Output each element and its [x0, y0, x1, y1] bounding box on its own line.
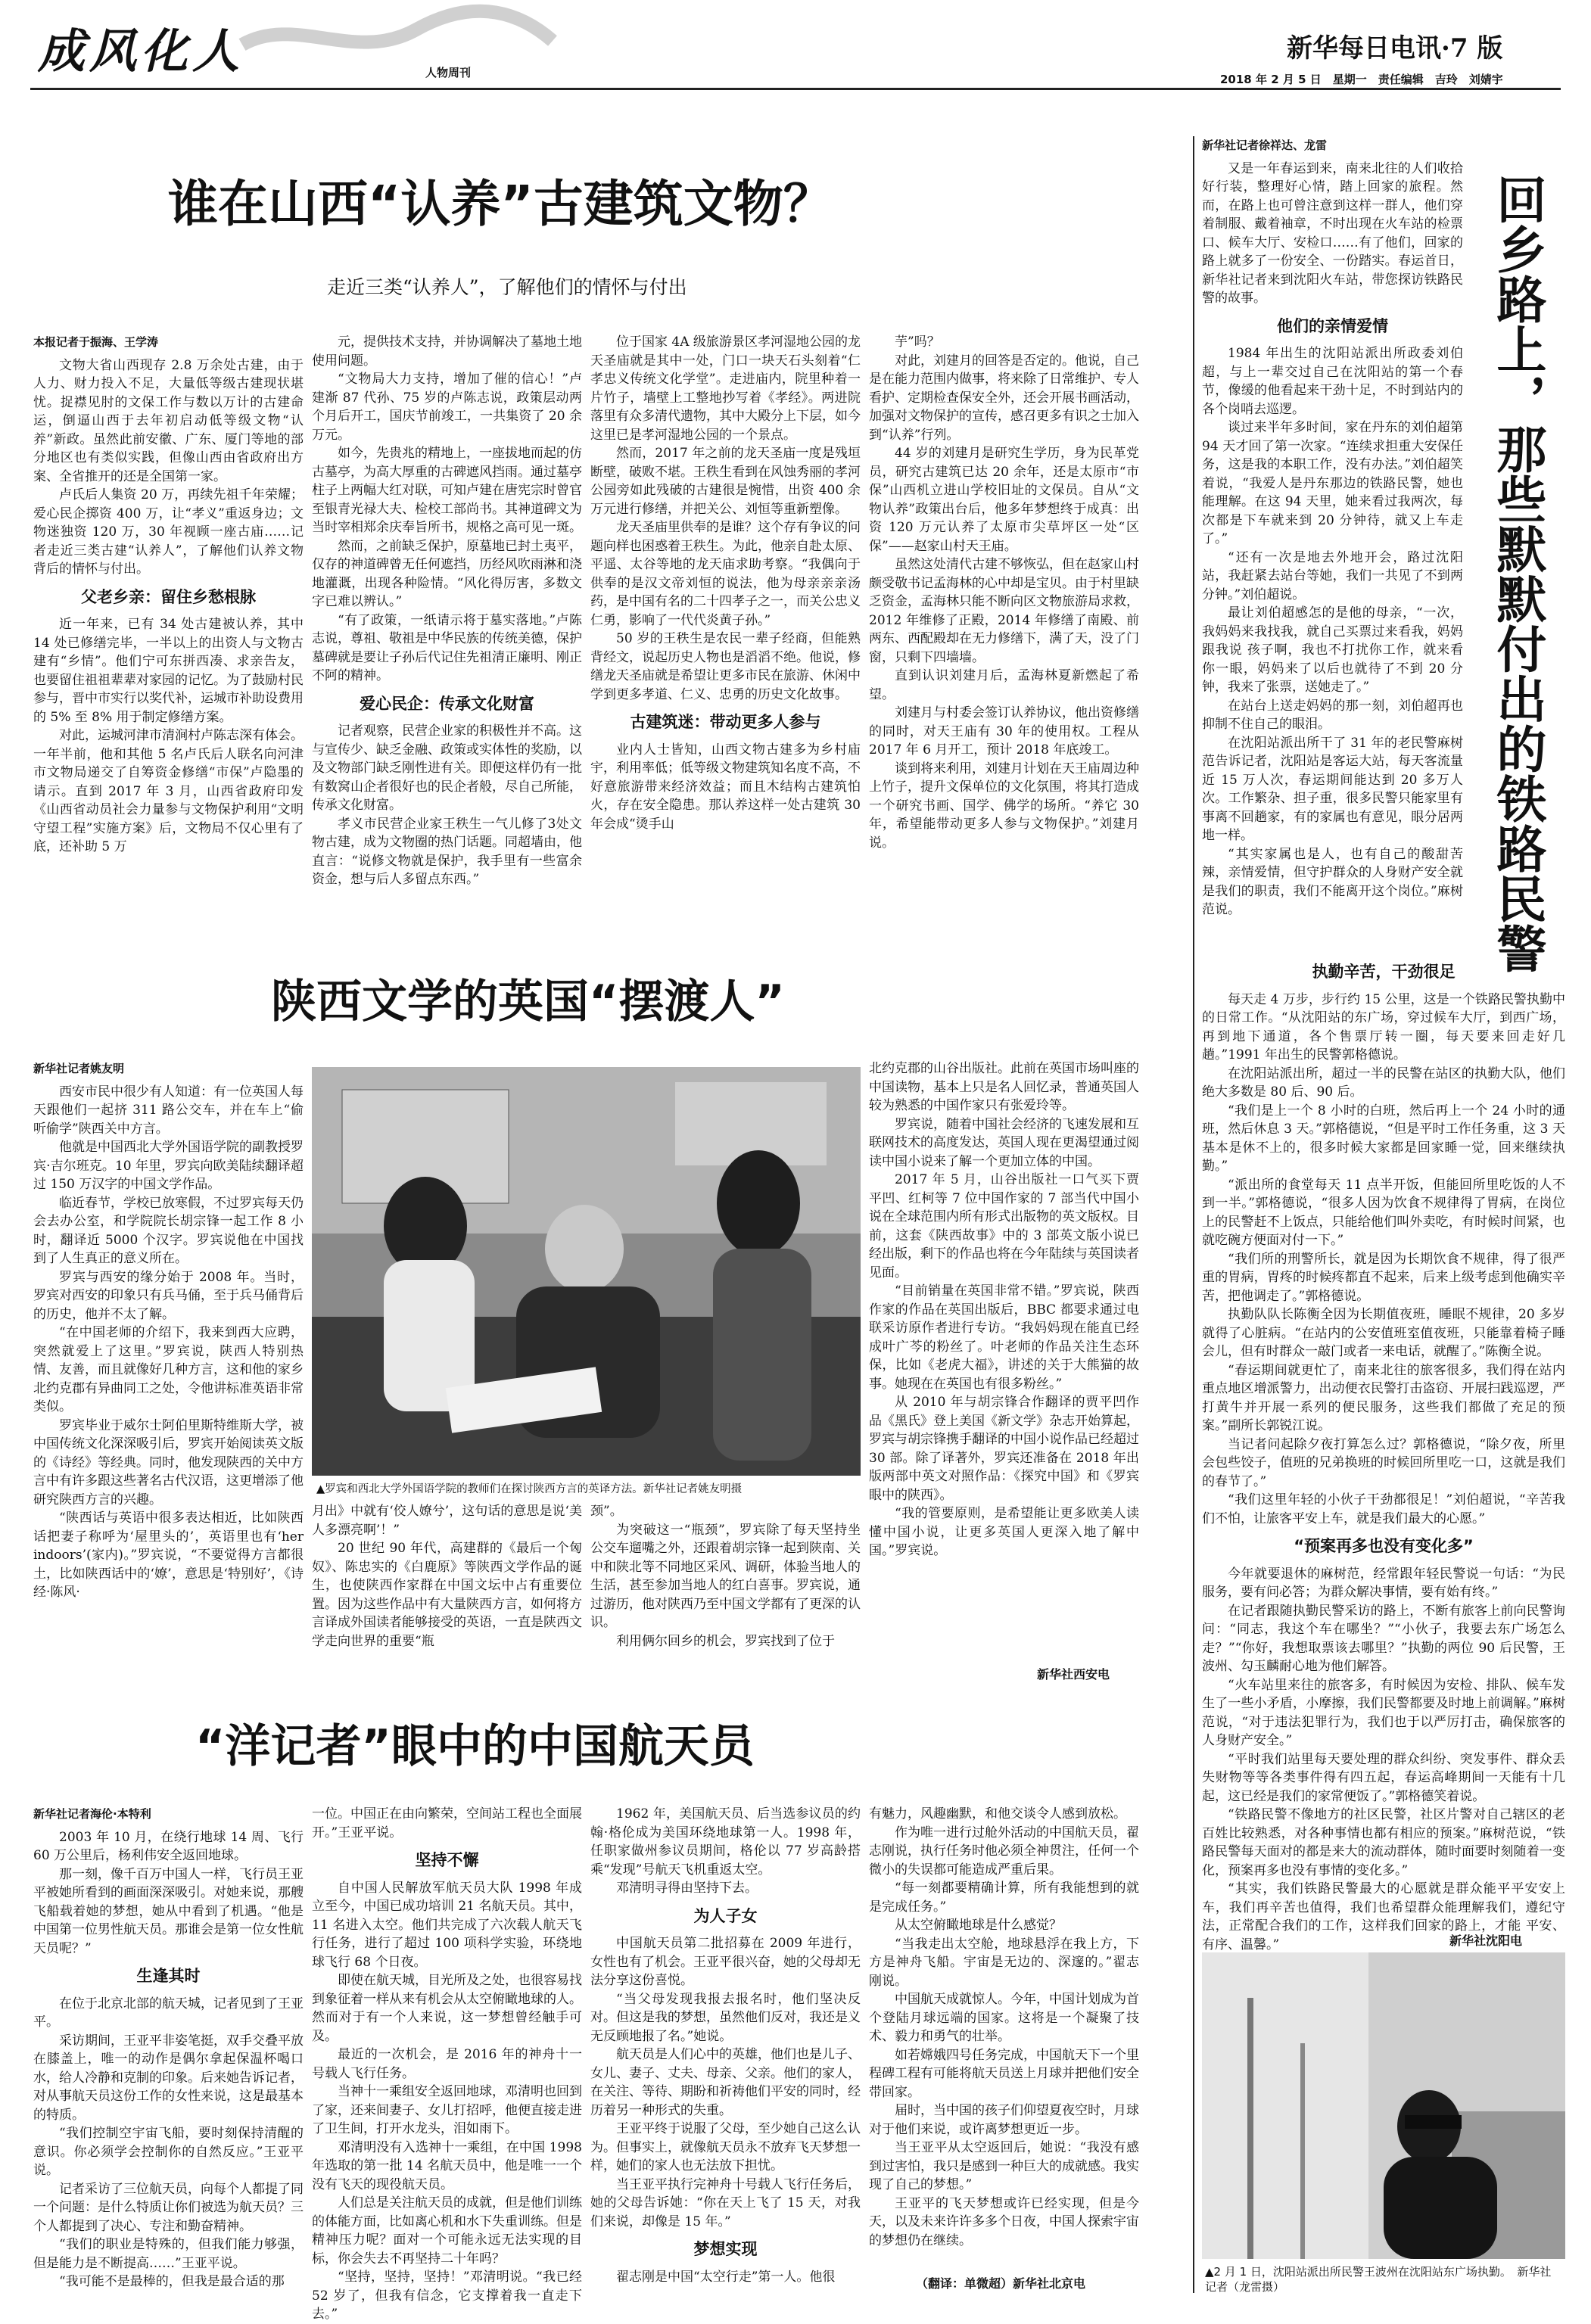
paragraph: 对此，刘建月的回答是否定的。他说，自己是在能力范围内做事，将来除了日常维护、专人看护、定期检查保安全外，还会开展书画活动，加强对文物保护的宣传，感召更多有识之士加入到“认养”行列。 — [869, 353, 1139, 443]
paragraph: 罗宾说，随着中国社会经济的飞速发展和互联网技术的高度发达，英国人现在更渴望通过阅读中国小说来了解一个更加立体的中国。 — [869, 1116, 1139, 1169]
paragraph: “我们这里年轻的小伙子干劲都很足！”刘伯超说，“辛苦我们不怕，让旅客平安上车，就是我们最大的心愿。” — [1202, 1492, 1565, 1526]
paragraph: 有魅力，风趣幽默，和他交谈令人感到放松。 — [869, 1806, 1126, 1822]
paragraph: “我们所的刑警所长，就是因为长期饮食不规律，得了很严重的胃病，胃疼的时候疼都直不起来，后来上级考虑到他确实辛苦，把他调走了。”郭格德说。 — [1202, 1251, 1565, 1304]
paragraph: 位于国家 4A 级旅游景区孝河湿地公园的龙天圣庙就是其中一处，门口一块天石头刻着“仁孝忠义传统文化学堂”。走进庙内，院里种着一片竹子，墙壁上工整地抄写着《孝经》。两进院落里有众多清代遗物，其中大殿分上下层，如今这里已是孝河湿地公园的一个景点。 — [590, 334, 861, 443]
column — [312, 1502, 582, 1688]
photo-illustration — [1202, 1952, 1565, 2259]
paragraph: 文物大省山西现存 2.8 万余处古建，由于人力、财力投入不足，大量低等级古建现状堪忧。捉襟见肘的文保工作与数以万计的古建命运，倒逼山西于去年初启动低等级文物“认养”新政。虽然此前安徽、广东、厦门等地的部分地区也有类似实践，但像山西由省政府出方案、全省推开的还是全国第一家。 — [33, 357, 304, 484]
date-line: 2018 年 2 月 5 日 星期一 责任编辑 吉玲 刘婧宇 — [1220, 73, 1503, 86]
section-heading: 执勤辛苦，干劲很足 — [1312, 963, 1456, 981]
paragraph: 最让刘伯超感怎的是他的母亲，“一次，我妈妈来我找我，就自己买票过来看我，妈妈跟我说 孩子啊，我也不打扰你工作，就来看你一眼，妈妈来了以后也就待了不到 20 分钟，我来了张票，送她走了。” — [1202, 605, 1463, 695]
paragraph: 罗宾毕业于威尔士阿伯里斯特维斯大学，被中国传统文化深深吸引后，罗宾开始阅读英文版的《诗经》等经典。同时，他发现陕西的关中方言中有许多跟这些著名古代汉语，这更增添了他研究陕西方言的兴趣。 — [33, 1417, 304, 1507]
section-heading: “预案再多也没有变化多” — [1294, 1537, 1474, 1555]
byline: 新华社记者徐祥达、龙雷 — [1202, 138, 1328, 152]
paragraph: “平时我们站里每天要处理的群众纠纷、突发事件、群众丢失财物等等各类事件得有四五起，春运高峰期间一天能有十几起，这已经是我们的家常便饭了。”郭格德笑着说。 — [1202, 1751, 1565, 1804]
paragraph: 从太空俯瞰地球是什么感觉？ — [895, 1918, 1062, 1933]
paragraph: “当父母发现我报去报名时，他们坚决反对。但这是我的梦想，虽然他们反对，我还是义无反顾地报了名。”她说。 — [590, 1991, 861, 2044]
brand-logo: 成风化人 — [38, 23, 244, 79]
column — [33, 333, 304, 912]
column-divider — [1193, 136, 1194, 2293]
paragraph: “还有一次是地去外地开会，路过沈阳站，我赶紧去站台等她，我们一共见了不到两分钟。”刘伯超说。 — [1202, 549, 1463, 602]
paragraph: 谈过来半年多时间，家在丹东的刘伯超第 94 天才回了第一次家。“连续求担重大安保任务，这是我的本职工作，没有办法。”刘伯超笑着说，“我爱人是丹东那边的铁路民警，她也能理解。在这 94 天里，她来看过我两次，每次都是下车就来到 20 分钟待，就又上车走了。” — [1202, 420, 1463, 546]
paragraph: 每天走 4 万步，步行约 15 公里，这是一个铁路民警执勤中的日常工作。“从沈阳站的东广场，穿过候车大厅，到西广场，再到地下通道，各个售票厅转一圈，每天要来回走好几趟。”1991 年出生的民警郭格德说。 — [1202, 991, 1565, 1062]
brand-subtitle: 人物周刊 — [425, 66, 472, 79]
paragraph: 刘建月与村委会签订认养协议，他出资修缮的同时，对天王庙有 30 年的使用权。工程从 2017 年 6 月开工，预计 2018 年底竣工。 — [869, 705, 1139, 758]
column — [869, 1805, 1139, 2270]
paragraph: “当我走出太空舱，地球悬浮在我上方，下方是神舟飞船。宇宙是无边的、深邃的。”翟志刚说。 — [869, 1936, 1139, 1989]
paragraph: 对此，运城河津市清涧村卢陈志深有体会。一年半前，他和其他 5 名卢氏后人联名向河津市文物局递交了自筹资金修缮“市保”卢隐墨的请示。直到 2017 年 3 月，山西省政府印发《山西省动员社会力量参与文物保护利用“文明守望工程”实施方案》后，文物局不仅心里有了底，还补助 5 万 — [33, 728, 304, 854]
article-subtitle: 走近三类“认养人”，了解他们的情怀与付出 — [327, 276, 687, 298]
paragraph: 王亚平的飞天梦想或许已经实现，但是今天，以及未来许许多多个日夜，中国人探索宇宙的梦想仍在继续。 — [869, 2195, 1139, 2248]
dateline: 新华社西安电 — [1037, 1667, 1110, 1682]
paragraph: “派出所的食堂每天 11 点半开饭，但能回所里吃饭的人不到一半。”郭格德说，“很多人因为饮食不规律得了胃病，在岗位上的民警赶不上饭点，只能给他们叫外卖吃，有时候时间紧，也就吃碗方便面对付一下。” — [1202, 1177, 1565, 1248]
column — [590, 1502, 861, 1688]
paragraph: “铁路民警不像地方的社区民警，社区片警对自己辖区的老百姓比较熟悉，对各种事情也都有相应的预案。”麻树范说，“铁路民警每天面对的都是来大的流动群体，随时面要时刻随着一变化，预案再多也没有事情的变化多。” — [1202, 1807, 1565, 1878]
paragraph: “目前销量在英国非常不错。”罗宾说，陕西作家的作品在英国出版后，BBC 都要求通过电联采访原作者进行专访。“我妈妈现在能直已经成叶广芩的粉丝了。叶老师的作品关注生态环保，比如《老虎大福》，讲述的关于大熊猫的故事。她现在在英国也有很多粉丝。” — [869, 1283, 1139, 1392]
photo-caption: ▲2 月 1 日，沈阳站派出所民警王波州在沈阳站东广场执勤。 新华社记者（龙雷摄） — [1205, 2265, 1552, 2294]
paragraph: 谈到将来利用，刘建月计划在天王庙周边种上竹子，提升文保单位的文化氛围，将其打造成一个研究书画、国学、佛学的场所。“养它 30 年，希望能带动更多人参与文物保护。”刘建月说。 — [869, 761, 1139, 851]
paragraph: 孝义市民营企业家王秩生一气儿修了3处文物古建，成为文物圈的热门话题。同超墙由，他直言：“说修文物就是保护，我手里有一些富余资金，想与后人多留点东西。” — [312, 816, 582, 887]
paragraph: 近一年来，已有 34 处古建被认养，其中 14 处已修缮完毕，一半以上的出资人与文物古建有“乡情”。他们宁可东拼西凑、求亲告友，也要留住祖祖辈辈对家园的记忆。为了鼓励村民参与，晋中市实行以奖代补，运城市补助设费用的 5% 至 8% 用于制定修缮方案。 — [33, 617, 304, 725]
paragraph: “我的管要原则，是希望能让更多欧美人读懂中国小说，让更多英国人更深入地了解中国。”罗宾说。 — [869, 1506, 1139, 1558]
paragraph: 即使在航天城，目光所及之处，也很容易找到象征着一样从来有机会从太空俯瞰地球的人。然而对于有一个人来说，这一梦想曾经触手可及。 — [312, 1973, 582, 2044]
paragraph: 又是一年春运到来，南来北往的人们收拾好行装，整理好心情，踏上回家的旅程。然而，在路上也可曾注意到这样一群人，他们穿着制服、戴着袖章，不时出现在火车站的检票口、候车大厅、安检口……有了他们，回家的路上就多了一份安全、一份踏实。春运首日，新华社记者来到沈阳火车站，带您探访铁路民警的故事。 — [1202, 160, 1463, 306]
paragraph: “坚持，坚持，坚持！”邓清明说。“我已经 52 岁了，但我有信念，它支撑着我一直走下去。” — [312, 2270, 582, 2322]
paragraph: 在沈阳站派出所干了 31 年的老民警麻树范告诉记者，沈阳站是客运大站，每天客流量近 15 万人次，春运期间能达到 20 多万人次。工作繁杂、担子重，很多民警只能家里有事离不回趟家，有的家属也有意见，眼分居两地一样。 — [1202, 735, 1463, 843]
section-heading: 梦想实现 — [693, 2240, 758, 2258]
byline: 新华社记者海伦·本特利 — [33, 1807, 151, 1821]
article-title: “洋记者”眼中的中国航天员 — [195, 1720, 755, 1773]
column — [312, 1805, 582, 2322]
paragraph: 芋”吗？ — [895, 334, 940, 350]
paragraph: 最近的一次机会，是 2016 年的神舟十一号载人飞行任务。 — [312, 2047, 582, 2081]
paragraph: 利用俩尔回乡的机会，罗宾找到了位于 — [616, 1633, 835, 1649]
paragraph: 1962 年，美国航天员、后当选参议员的约翰·格伦成为美国环绕地球第一人。1998 年，任职家做州参议员期间，格伦以 77 岁高龄搭乘“发现”号航天飞机重返太空。 — [590, 1806, 861, 1878]
paragraph: “其实，我们铁路民警最大的心愿就是群众能平平安安上车，我们再辛苦也值得，我们也希望群众能理解我们，遵纪守法，正常配合我们的工作，这样我们回家的路上，才能 平安、有序、温馨。” — [1202, 1881, 1565, 1952]
paragraph: 西安市民中很少有人知道：有一位英国人每天跟他们一起挤 311 路公交车，并在车上“偷听偷学”陕西关中方言。 — [33, 1084, 304, 1137]
column — [590, 333, 861, 912]
paragraph: 龙天圣庙里供奉的是谁？这个存有争议的问题向样也困惑着王秩生。为此，他亲自赴太原、平遥、太谷等地的龙天庙求助考察。“我偶向于供奉的是汉文帝刘恒的说法，他为母亲亲亲汤药，是中国有名的二十四孝子之一，而关公忠义仁勇，影响了一代代炎黄子孙。” — [590, 520, 861, 628]
section-heading: 为人子女 — [693, 1906, 758, 1925]
paragraph: 当记者问起除夕夜打算怎么过？郭格德说，“除夕夜，所里会包些饺子，值班的兄弟换班的时候回所里吃一口，这就是我们的春节了。” — [1202, 1436, 1565, 1489]
photo-illustration — [312, 1067, 861, 1476]
paragraph: 44 岁的刘建月是研究生学历，身为民革党员，研究古建筑已达 20 余年，还是太原市“市保”山西机立进山学校旧址的文保员。自从“文物认养”政策出台后，他多年梦想终于成真：出资 120 万元认养了太原市尖草坪区一处“区保”——赵家山村天王庙。 — [869, 446, 1139, 554]
paragraph: “在中国老师的介绍下，我来到西大应聘，突然就爱上了这里。”罗宾说，陕西人特别热情、友善，而且就像好几种方言，这和他的家乡北约克郡有异曲同工之处，令他讲标准英语非常类似。 — [33, 1325, 304, 1414]
paragraph: 今年就要退休的麻树范，经常跟年轻民警说一句话：“为民服务，要有问必答；为群众解决事情，要有始有终。” — [1202, 1566, 1565, 1600]
paragraph: 2017 年 5 月，山谷出版社一口气买下贾平凹、红柯等 7 位中国作家的 7 部当代中国小说在全球范围内所有形式出版物的英文版权。目前，这套《陕西故事》中的 3 部英文版小说已经出版，剩下的作品也将在今年陆续与英国读者见面。 — [869, 1172, 1139, 1280]
paragraph: 直到认识刘建月后，孟海林夏新燃起了希望。 — [869, 668, 1139, 702]
paragraph: 1984 年出生的沈阳站派出所政委刘伯超，与上一辈交过自己在沈阳站的第一个春节，像缓的他看起来干劲十足，不时到站内的各个岗哨去巡逻。 — [1202, 346, 1463, 417]
paragraph: 为突破这一“瓶颈”，罗宾除了每天坚持坐公交车遛嘴之外，还跟着胡宗锋一起到陕南、关中和陕北等不同地区采风、调研，体验当地人的生活，甚至参加当地人的红白喜事。罗宾说，通过游历，他对陕西乃至中国文学都有了更深的认识。 — [590, 1522, 861, 1630]
section-heading: 生逢其时 — [136, 1967, 201, 1985]
paragraph: 记者采访了三位航天员，向每个人都提了同一个问题：是什么特质让你们被选为航天员？三个人都提到了决心、专注和勤奋精神。 — [33, 2181, 304, 2234]
column — [1202, 136, 1463, 938]
paragraph: 邓清明没有入选神十一乘组，在中国 1998 年选取的第一批 14 名航天员中，他是唯一一个没有飞天的现役航天员。 — [312, 2139, 582, 2192]
paragraph: 他就是中国西北大学外国语学院的副教授罗宾·吉尔班克。10 年里，罗宾向欧美陆续翻译超过 150 万汉字的中国文学作品。 — [33, 1140, 304, 1192]
paragraph: 在沈阳站派出所，超过一半的民警在站区的执勤大队，他们绝大多数是 80 后、90 后。 — [1202, 1066, 1565, 1100]
paragraph: 翟志刚是中国“太空行走”第一人。他很 — [616, 2269, 836, 2285]
byline: 新华社记者姚友明 — [33, 1062, 125, 1075]
column — [33, 1805, 304, 2289]
section-heading: 他们的亲情爱情 — [1277, 316, 1388, 335]
paragraph: 虽然这处清代古建不够恢弘，但在赵家山村颇受敬书记孟海林的心中却是宝贝。由于村里缺乏资金，孟海林只能不断向区文物旅游局求救，2012 年维修了正殿，2014 年修缮了南殿、前两东、西配殿却在无力修缮下，满了天，没了门窗，只剩下四墙墙。 — [869, 557, 1139, 665]
paragraph: 从 2010 年与胡宗锋合作翻译的贾平凹作品《黑氏》登上美国《新文学》杂志开始算起，罗宾与胡宗锋携手翻译的中国小说作品已经超过 30 部。除了译著外，罗宾还准备在 2018 年出版两部中英文对照作品：《探究中国》和《罗宾眼中的陕西》。 — [869, 1395, 1139, 1503]
photo-caption: ▲罗宾和西北大学外国语学院的教师们在探讨陕西方言的英译方法。新华社记者姚友明摄 — [316, 1483, 743, 1495]
paragraph: 颈”。 — [590, 1504, 623, 1519]
paragraph: 卢氏后人集资 20 万，再续先祖千年荣耀；爱心民企掷资 400 万，让“孝义”重返身边；文物迷独资 120 万，30 年视顾一座古庙……记者走近三类古建“认养人”，了解他们认养文物背后的情怀与付出。 — [33, 487, 304, 577]
paragraph: 届时，当中国的孩子们仰望夏夜空时，月球对于他们来说，或许离梦想更近一步。 — [869, 2103, 1139, 2137]
paragraph: “文物局大力支持，增加了催的信心！”卢建渐 87 代孙、75 岁的卢陈志说，政策层动两个月后开工，国庆节前竣工，一共集资了 20 余万元。 — [312, 372, 582, 443]
paragraph: 临近春节，学校已放寒假，不过罗宾每天仍会去办公室，和学院院长胡宗锋一起工作 8 小时，翻译近 5000 个汉字。罗宾说他在中国找到了人生真正的意义所在。 — [33, 1195, 304, 1266]
page-number: 新华每日电讯·7 版 — [1287, 33, 1503, 64]
paragraph: 在站台上送走妈妈的那一刻，刘伯超再也抑制不住自己的眼泪。 — [1202, 698, 1463, 732]
paragraph: 航天员是人们心中的英雄，他们也是儿子、女儿、妻子、丈夫、母亲、父亲。他们的家人，在关注、等待、期盼和祈祷他们平安的同时，经历着另一种形式的失重。 — [590, 2047, 861, 2118]
paragraph: 月出》中就有‘佼人嫽兮’，这句话的意思是说‘美人多漂亮啊’！” — [312, 1504, 582, 1538]
paragraph: 罗宾与西安的缘分始于 2008 年。当时，罗宾对西安的印象只有兵马俑，至于兵马俑背后的历史，他并不太了解。 — [33, 1269, 304, 1322]
paragraph: “有了政策，一纸请示将于墓实落地。”卢陈志说，尊祖、敬祖是中华民族的传统美德，保护墓碑就是要让子孙后代记住先祖清正廉明、刚正不阿的精神。 — [312, 612, 582, 683]
paragraph: “陕西话与英语中很多表达相近，比如陕西话把妻子称呼为‘屋里头的’，英语里也有‘her indoors’(家内)。”罗宾说，“不要觉得方言都很土，比如陕西话中的‘嫽’，意思是‘特别好’，《诗经·陈风· — [33, 1510, 304, 1600]
paragraph: “每一刻都要精确计算，所有我能想到的就是完成任务。” — [869, 1881, 1139, 1915]
paragraph: 一位。中国正在由向繁荣，空间站工程也全面展开。”王亚平说。 — [312, 1806, 582, 1840]
paragraph: 元，提供技术支持，并协调解决了墓地土地使用问题。 — [312, 334, 582, 369]
paragraph: 在位于北京北部的航天城，记者见到了王亚平。 — [33, 1996, 304, 2030]
paragraph: 如若嫦娥四号任务完成，中国航天下一个里程碑工程有可能将航天员送上月球并把他们安全带回家。 — [869, 2047, 1139, 2100]
column — [869, 1059, 1139, 1665]
paragraph: 作为唯一进行过舱外活动的中国航天员，翟志刚说，执行任务时他必须全神贯注，任何一个微小的失误都可能造成严重后果。 — [869, 1825, 1139, 1878]
section-heading: 古建筑迷：带动更多人参与 — [630, 713, 821, 731]
paragraph: 采访期间，王亚平非姿笔挺，双手交叠平放在膝盖上，唯一的动作是偶尔拿起保温杯喝口水，给人冷静和克制的印象。后来她告诉记者，对从事航天员这份工作的女性来说，这是最基本的特质。 — [33, 2033, 304, 2123]
paragraph: 自中国人民解放军航天员大队 1998 年成立至今，中国已成功培训 21 名航天员。其中，11 名进入太空。他们共完成了六次载人航天飞行任务，进行了超过 100 项科学实验，环绕地球飞行 68 个日夜。 — [312, 1880, 582, 1970]
brand-ribbon-icon — [235, 11, 560, 64]
paragraph: “火车站里来往的旅客多，有时候因为安检、排队、候车发生了一些小矛盾，小摩擦，我们民警都要及时地上前调解。”麻树范说，“对于违法犯罪行为，我们也于以严厉打击，确保旅客的人身财产安全。” — [1202, 1677, 1565, 1748]
paragraph: “春运期间就更忙了，南来北往的旅客很多，我们得在站内重点地区增派警力，出动便衣民警打击盗窃、开展扫践巡逻，严打黄牛并开展一系列的便民服务，这些我们都做了充足的预案。”副所长郭锐江说。 — [1202, 1362, 1565, 1433]
column — [590, 1805, 861, 2289]
paragraph: 那一刻，像千百万中国人一样，飞行员王亚平被她所看到的画面深深吸引。对她来说，那艘飞船载着她的梦想，她从中看到了机遇。“他是中国第一位男性航天员。那谁会是第一位女性航天员呢？” — [33, 1866, 304, 1956]
paragraph: 然而，2017 年之前的龙天圣庙一度是残垣断壁，破败不堪。王秩生看到在风蚀秀丽的孝河公园旁如此残破的古建很是惋惜，出资 400 余万元进行修缮，并把关公、刘恒等重新塑像。 — [590, 446, 861, 517]
paragraph: 中国航天员第二批招募在 2009 年进行，女性也有了机会。王亚平很兴奋，她的父母却无法分享这份喜悦。 — [590, 1936, 861, 1988]
paragraph: 业内人士皆知，山西文物古建多为乡村庙宇，利用率低；低等级文物建筑知名度不高，不好意旅游带来经济效益；而且木结构古建筑怕火，存在安全隐患。那认养这样一处古建筑 30 年会成“烫手山 — [590, 742, 861, 832]
paragraph: 在记者跟随执勤民警采访的路上，不断有旅客上前向民警询问：“同志，我这个车在哪坐？”“小伙子，我要去东广场怎么走？”“你好，我想取票该去哪里？”执勤的两位 90 后民警，王波州、勾玉麟耐心地为他们解答。 — [1202, 1603, 1565, 1674]
paragraph: 然而，之前缺乏保护，原墓地已封土夷平，仅存的神道碑曾无任何遮挡，历经风吹雨淋和浇地灌溉，出现各种险情。“风化得厉害，多数文字已难以辨认。” — [312, 538, 582, 609]
paragraph: 王亚平终于说服了父母，至少她自己这么认为。但事实上，就像航天员永不放弃飞天梦想一样，她们的家人也无法放下担忧。 — [590, 2121, 861, 2173]
column — [33, 1059, 304, 1688]
paragraph: 当王亚平执行完神舟十号载人飞行任务后，她的父母告诉她：“你在天上飞了 15 天，对我们来说，却像是 15 年。” — [590, 2176, 861, 2229]
paragraph: 记者观察，民营企业家的积极性并不高。这与宣传少、缺乏金融、政策或实体性的奖励，以及文物部门缺乏刚性进有关。即便这样仍有一批有数窝山企者很好也的民企者般，尽自己所能，传承文化财富。 — [312, 723, 582, 813]
paragraph: “其实家属也是人，也有自己的酸甜苦辣，亲情爱情，但守护群众的人身财产安全就是我们的职责，我们不能离开这个岗位。”麻树范说。 — [1202, 846, 1463, 917]
paragraph: “我们控制空宇宙飞船，要时刻保持清醒的意识。你必须学会控制你的自然反应。”王亚平说。 — [33, 2126, 304, 2178]
article-title: 谁在山西“认养”古建筑文物？ — [168, 175, 833, 233]
paragraph: “我们是上一个 8 小时的白班，然后再上一个 24 小时的通班，然后休息 3 天。”郭格德说，“但是平时工作任务重，这 3 天基本是休不上的，很多时候大家都是回家睡一觉，回来继续执勤。” — [1202, 1103, 1565, 1174]
dateline: （翻译：单微超）新华社北京电 — [916, 2276, 1086, 2291]
paragraph: 人们总是关注航天员的成就，但是他们训练的体能方面，比如离心机和水下失重训练。但是精神压力呢？面对一个可能永远无法实现的目标，你会失去不再坚持二十年吗？ — [312, 2195, 582, 2266]
paragraph: “我可能不是最棒的，但我是最合适的那 — [59, 2274, 285, 2289]
article-title: 陕西文学的英国“摆渡人” — [271, 975, 785, 1028]
section-heading: 父老乡亲：留住乡愁根脉 — [81, 587, 256, 606]
paragraph: 2003 年 10 月，在绕行地球 14 周、飞行 60 万公里后，杨利伟安全返回地球。 — [33, 1829, 304, 1863]
paragraph: 邓清明寻得由坚持下去。 — [616, 1881, 758, 1896]
section-heading: 爱心民企：传承文化财富 — [360, 694, 534, 713]
paragraph: 当神十一乘组安全返回地球，邓清明也回到了家，还来间妻子、女儿打招呼，他便直接走进了卫生间，打开水龙头，泪如雨下。 — [312, 2084, 582, 2136]
paragraph: 当王亚平从太空返回后，她说：“我没有感到过害怕，我只是感到一种巨大的成就感。我实现了自己的梦想。” — [869, 2140, 1139, 2192]
article-photo — [312, 1067, 861, 1476]
article-title: 回乡路上，那些默默付出的铁路民警 — [1488, 174, 1547, 973]
paragraph: 北约克郡的山谷出版社。此前在英国市场叫座的中国读物，基本上只是名人回忆录，普通英国人较为熟悉的中国作家只有张爱玲等。 — [869, 1061, 1139, 1113]
paragraph: “我们的职业是特殊的，但我们能力够强，但是能力是不断提高……”王亚平说。 — [33, 2237, 304, 2271]
paragraph: 执勤队队长陈衡全因为长期值夜班，睡眠不规律，20 多岁就得了心脏病。“在站内的公安值班室值夜班，只能靠着椅子睡会儿，但有时群众一敲门或者一来电话，就醒了。”陈衡全说。 — [1202, 1307, 1565, 1359]
paragraph: 中国航天成就惊人。今年，中国计划成为首个登陆月球远端的国家。这将是一个凝聚了技术、毅力和勇气的壮举。 — [869, 1992, 1139, 2044]
paragraph: 50 岁的王秩生是农民一辈子经商，但能熟背经文，说起历史人物也是滔滔不绝。他说，修缮龙天圣庙就是希望让更多市民在旅游、休闲中学到更多孝道、仁义、忠勇的历史文化故事。 — [590, 631, 861, 702]
masthead-rule — [30, 88, 1561, 90]
column — [869, 333, 1139, 912]
police-photo — [1202, 1952, 1565, 2259]
column — [312, 333, 582, 912]
dateline: 新华社沈阳电 — [1449, 1934, 1523, 1948]
paragraph: 20 世纪 90 年代，高建群的《最后一个匈奴》、陈忠实的《白鹿原》等陕西文学作品的诞生，也使陕西作家群在中国文坛中占有重要位置。因为这些作品中有大量陕西方言，如何将方言译成外国读者能够接受的英语，一直是陕西文学走向世界的重要“瓶 — [312, 1541, 582, 1649]
section-heading: 坚持不懈 — [415, 1851, 479, 1869]
paragraph: 如今，先贵兆的精地上，一座拔地而起的仿古墓亭，为高大厚重的古碑遮风挡雨。通过墓亭柱子上两幅大红对联，可知卢建在唐宪宗时曾官至银青光禄大夫、检校工部尚书。其神道碑文为当时宰相郑余庆奉旨所书，规格之高可见一斑。 — [312, 446, 582, 535]
byline: 本报记者于振海、王学涛 — [33, 335, 159, 349]
